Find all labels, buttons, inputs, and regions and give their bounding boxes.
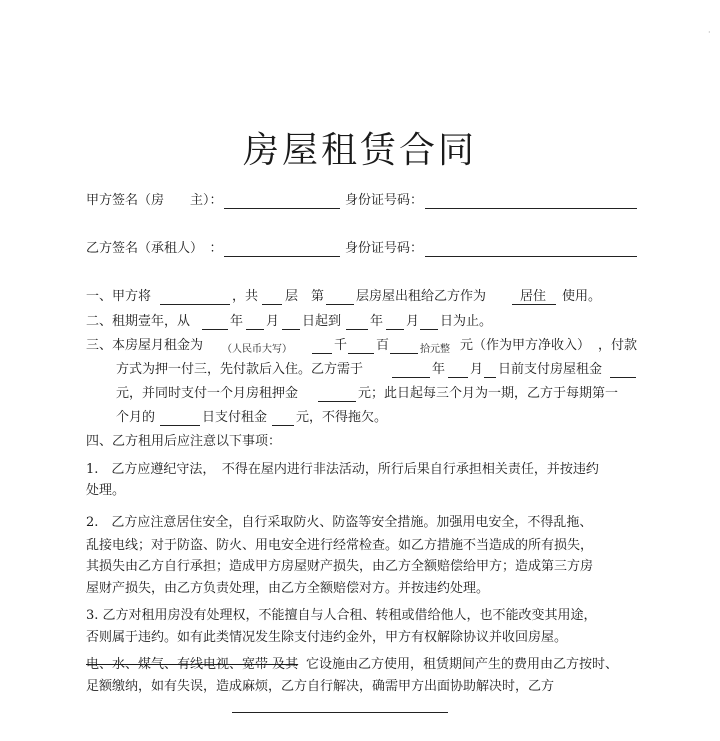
party-a-label: 甲方签名（房 主）： — [86, 193, 223, 208]
clause2-day2: 日为止。 — [440, 314, 493, 329]
clause2-prefix: 二、租期壹年，从 — [86, 314, 191, 329]
clause2-blank-year2 — [346, 329, 368, 330]
party-b-signature-line — [224, 256, 340, 257]
clause3-net: 元（作为甲方净收入） — [460, 338, 591, 353]
item3-line1: 3. 乙方对租用房没有处理权，不能擅自与人合租、转租或借给他人，也不能改变其用途， — [86, 608, 597, 623]
footer-divider — [232, 712, 448, 713]
clause1-blank-floors — [262, 304, 282, 305]
clause3-line4b: 日支付租金 — [202, 410, 268, 425]
item1-line2: 处理。 — [86, 483, 126, 498]
clause2-day1: 日起到 — [302, 314, 342, 329]
clause3-blank-deposit — [318, 401, 356, 402]
corner-mark: · — [708, 28, 711, 37]
item1-line1: 1. 乙方应遵纪守法， 不得在屋内进行非法活动，所行后果自行承担相关责任，并按违约 — [86, 462, 599, 477]
clause3-blank-shi — [390, 353, 418, 354]
clause1-suffix: 使用。 — [562, 289, 602, 304]
clause1-blank-address — [160, 304, 230, 305]
clause3-blank-bai — [348, 353, 374, 354]
document-title: 房屋租赁合同 — [242, 130, 477, 171]
item2-line2: 乱接电线；对于防盗、防火、用电安全进行经常检查。如乙方措施不当造成的所有损失， — [86, 538, 594, 553]
clause2-blank-day2 — [420, 329, 438, 330]
clause3-line2b: 年 — [432, 362, 446, 377]
clause3-prefix: 三、本房屋月租金为 — [86, 338, 204, 353]
item4-struck-text: 电、水、煤气、有线电视、宽带 及其 — [86, 657, 299, 672]
clause2-blank-month1 — [246, 329, 264, 330]
clause2-year2: 年 — [370, 314, 384, 329]
party-a-id-line — [425, 208, 637, 209]
clause2-blank-day1 — [282, 329, 300, 330]
party-a-signature-line — [224, 208, 340, 209]
clause3-blank-payday — [160, 425, 200, 426]
clause2-blank-year1 — [202, 329, 228, 330]
clause3-line4c: 元，不得拖欠。 — [296, 410, 388, 425]
clause1-mid2: 层 第 — [285, 289, 325, 304]
clause4-heading: 四、乙方租用后应注意以下事项： — [86, 434, 282, 449]
item2-line1: 2. 乙方应注意居住安全，自行采取防火、防盗等安全措施。加强用电安全，不得乱拖、 — [86, 515, 593, 530]
item4-line2: 足额缴纳，如有失误，造成麻烦，乙方自行解决，确需甲方出面协助解决时，乙方 — [86, 679, 555, 694]
clause3-fukuan: ，付款 — [598, 338, 638, 353]
item2-line3: 其损失由乙方自行承担；造成甲方房屋财产损失，由乙方全额赔偿给甲方；造成第三方房 — [86, 559, 594, 574]
clause3-blank-qian — [312, 353, 332, 354]
clause3-line4a: 个月的 — [116, 410, 156, 425]
clause3-line2a: 方式为押一付三，先付款后入住。乙方需于 — [116, 362, 364, 377]
clause3-rmb-note: （人民币大写） — [222, 344, 292, 355]
clause3-line2d: 日前支付房屋租金 — [498, 362, 603, 377]
clause3-line3a: 元，并同时支付一个月房租押金 — [116, 386, 299, 401]
clause1-mid3: 层房屋出租给乙方作为 — [356, 289, 487, 304]
clause3-blank-day — [484, 377, 496, 378]
party-b-id-line — [425, 256, 637, 257]
clause3-blank-month — [448, 377, 468, 378]
clause2-month2: 月 — [406, 314, 420, 329]
clause3-blank-rent — [610, 377, 636, 378]
item3-line2: 否则属于违约。如有此类情况发生除支付违约金外，甲方有权解除协议并收回房屋。 — [86, 630, 568, 645]
party-b-label: 乙方签名（承租人） ： — [86, 241, 223, 256]
clause3-bai: 百 — [376, 338, 390, 353]
item4-line1-rest: 它设施由乙方使用，租赁期间产生的费用由乙方按时、 — [306, 657, 619, 672]
clause3-shi: 拾元整 — [420, 344, 450, 355]
clause1-purpose: 居住 — [520, 289, 547, 304]
party-b-id-label: 身份证号码： — [345, 241, 424, 256]
clause3-blank-amount — [272, 425, 294, 426]
clause3-line2c: 月 — [470, 362, 484, 377]
clause3-line3b: 元；此日起每三个月为一期，乙方于每期第一 — [358, 386, 619, 401]
clause1-blank-floor — [326, 304, 354, 305]
clause1-mid1: ，共 — [232, 289, 259, 304]
clause2-year1: 年 — [230, 314, 244, 329]
item2-line4: 屋财产损失，由乙方负责处理，由乙方全额赔偿对方。并按违约处理。 — [86, 581, 490, 596]
party-a-id-label: 身份证号码： — [345, 193, 424, 208]
clause2-month1: 月 — [266, 314, 280, 329]
clause3-blank-year — [392, 377, 430, 378]
clause2-blank-month2 — [386, 329, 404, 330]
clause1-prefix: 一、甲方将 — [86, 289, 152, 304]
clause3-qian: 千 — [334, 338, 348, 353]
